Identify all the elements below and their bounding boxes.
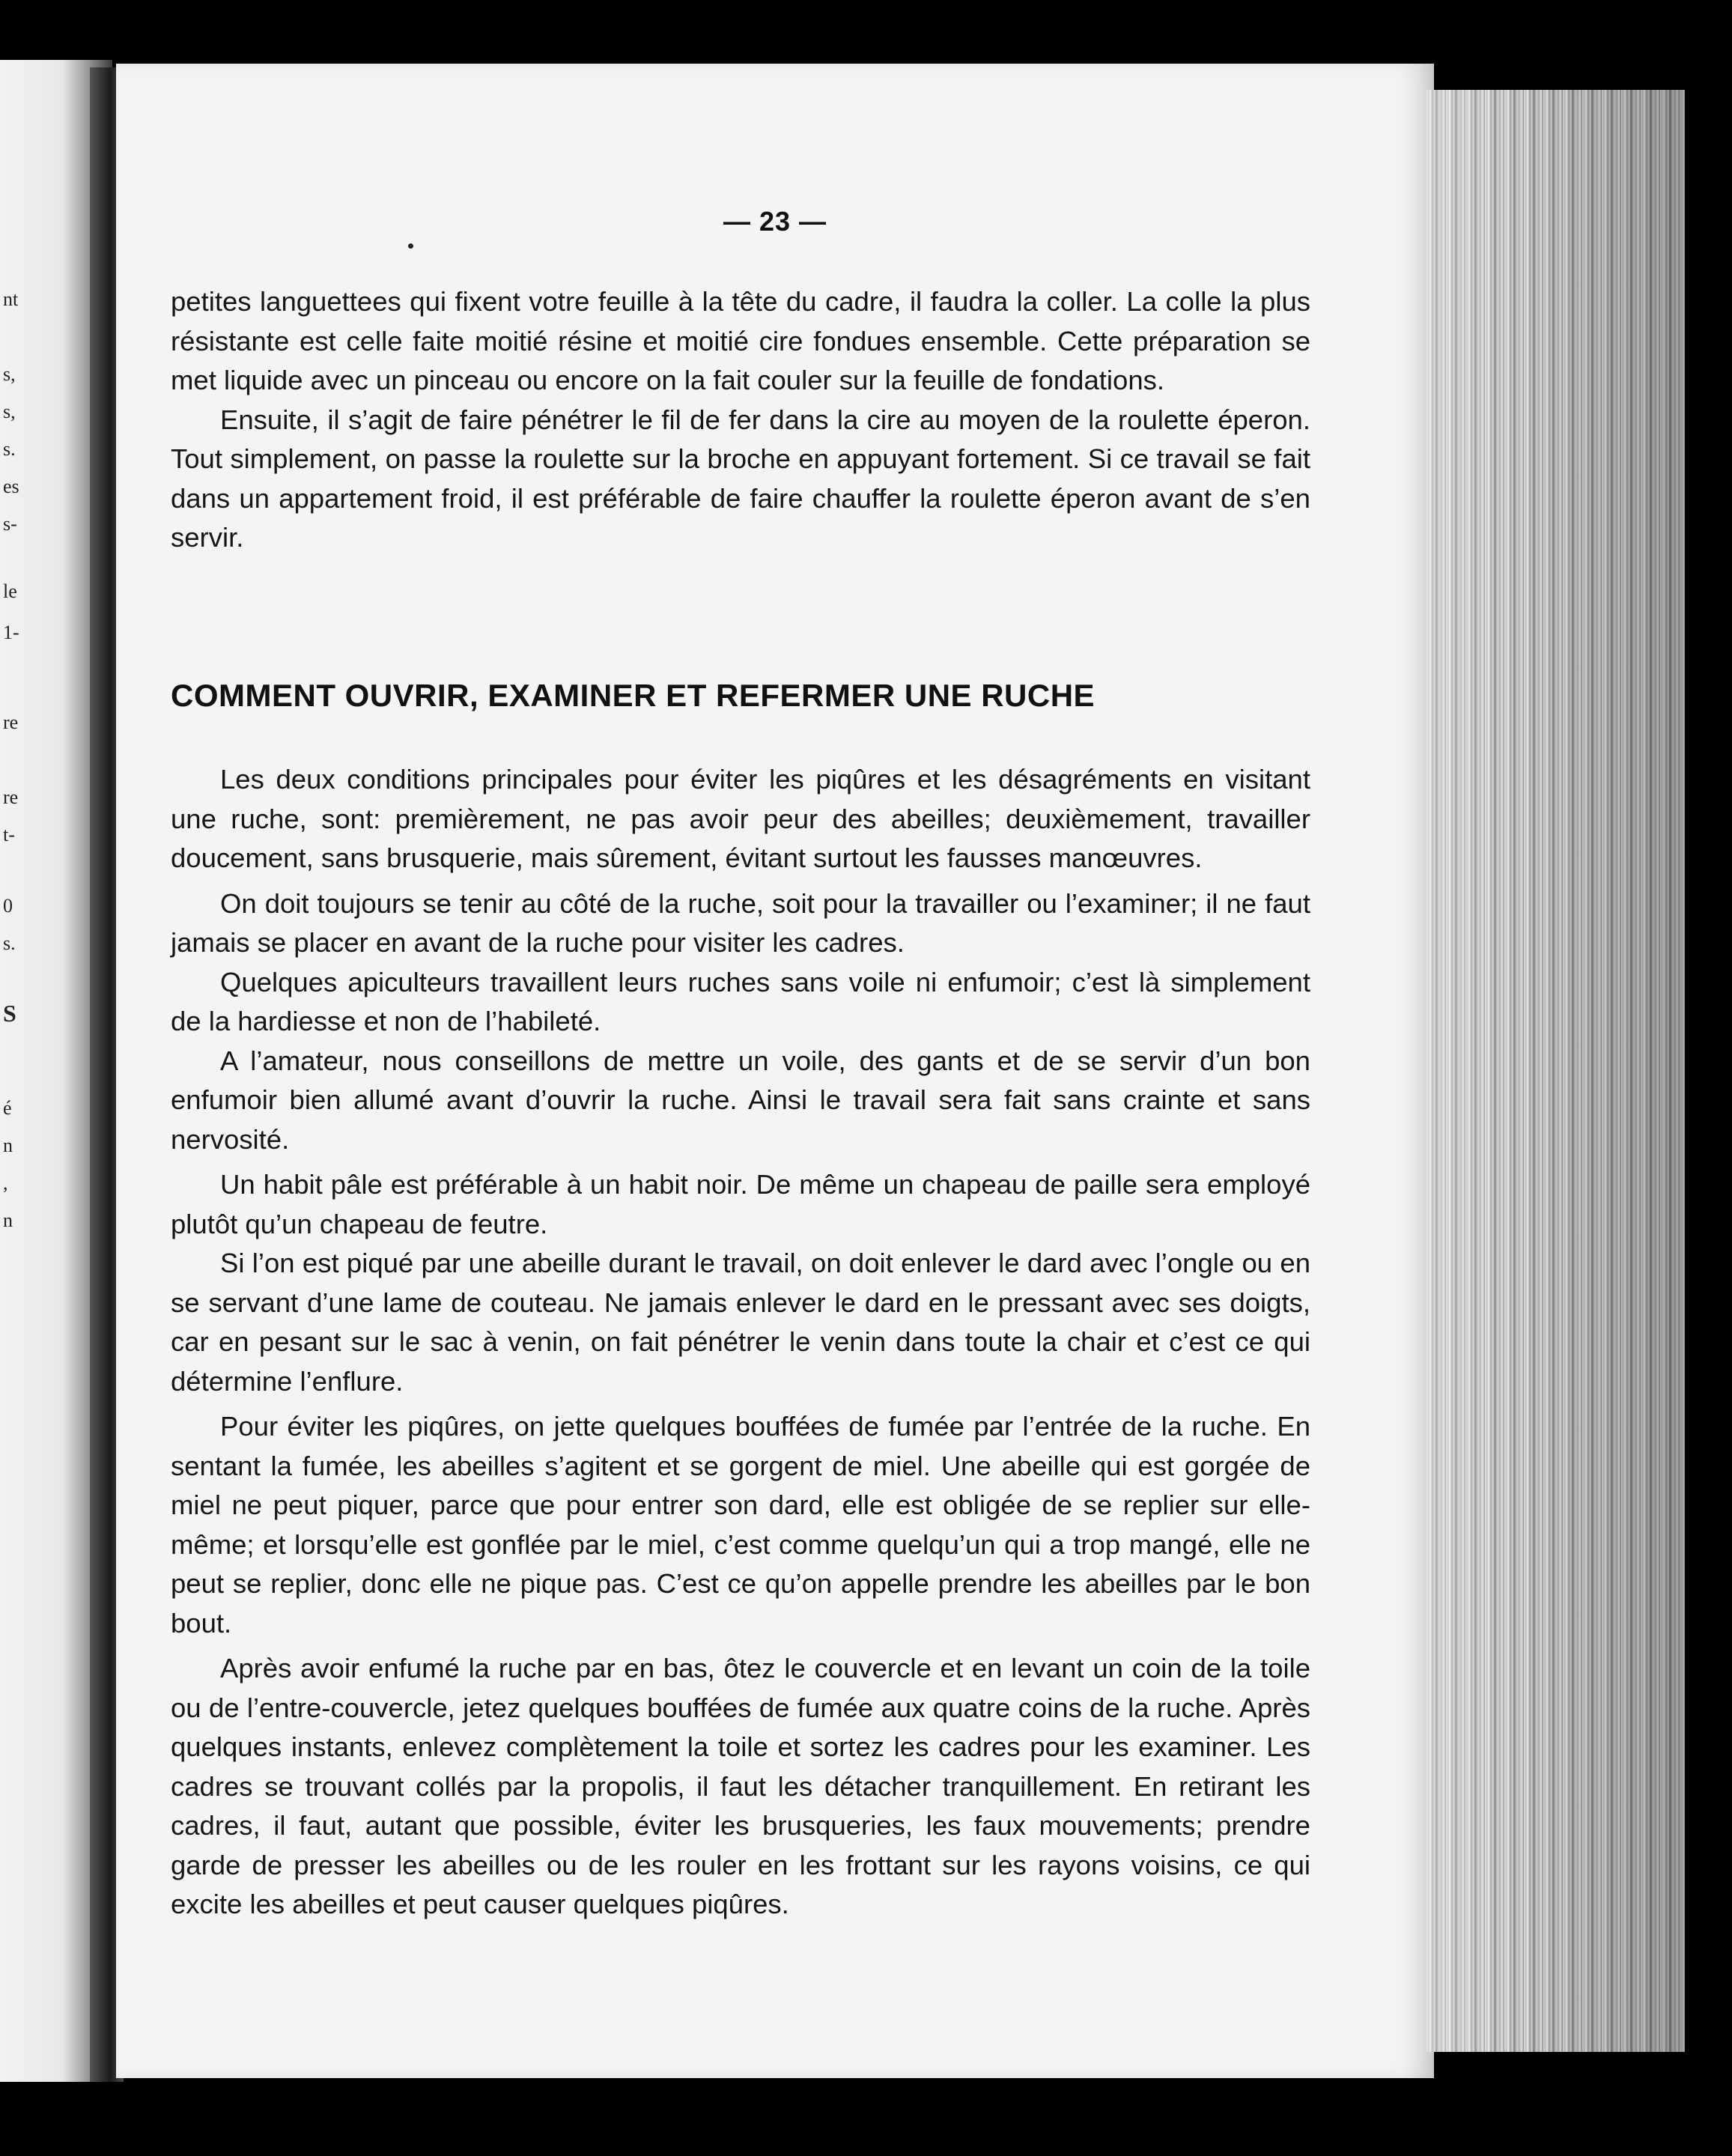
paragraph: Pour éviter les piqûres, on jette quelques bouffées de fumée par l’entrée de la ruche. En sentant la fumée, les abeilles s’agitent et se gorgent de miel. Une abeille qui est gorgée de miel ne peut piquer, parce que pour entrer son dard, elle est obligée de se replier sur elle-même; et lorsqu’elle est gonflée par le miel, c’est comme quelqu’un qui a trop mangé, elle ne peut se replier, donc elle ne pique pas. C’est ce qu’on appelle prendre les abeilles par le bon bout. [171, 1411, 1310, 1639]
left-page-fragment: s. [3, 438, 16, 460]
paragraph: Un habit pâle est préférable à un habit noir. De même un chapeau de paille sera employé plutôt qu’un chapeau de feutre. [171, 1169, 1310, 1239]
left-page-fragment: , [3, 1172, 8, 1194]
left-page-fragment: é [3, 1097, 12, 1119]
paragraph: Si l’on est piqué par une abeille durant le travail, on doit enlever le dard avec l’ongle ou en se servant d’une lame de couteau. Ne jamais enlever le dard en le pressant avec ses doigts, car en pesant sur le sac à venin, on fait pénétrer le venin dans toute la chair et c’est ce qui détermine l’enflure. [171, 1248, 1310, 1397]
paragraph: Quelques apiculteurs travaillent leurs ruches sans voile ni enfumoir; c’est là simplement de la hardiesse et non de l’habileté. [171, 966, 1310, 1036]
paragraph: Les deux conditions principales pour éviter les piqûres et les désagréments en visitant une ruche, sont: premièrement, ne pas avoir peur des abeilles; deuxièmement, travailler doucement, sans brusquerie, mais sûrement, évitant surtout les fausses manœuvres. [171, 764, 1310, 873]
left-page-fragment: s- [3, 513, 17, 535]
left-page-fragment: s, [3, 401, 16, 422]
left-page-fragment: nt [3, 288, 19, 310]
left-page-fragment: n [3, 1209, 13, 1231]
left-page-fragment: le [3, 580, 17, 602]
paragraph: petites languettees qui fixent votre feuille à la tête du cadre, il faudra la coller. La colle la plus résistante est celle faite moitié résine et moitié cire fondues ensemble. Cette préparation se met liquide avec un pinceau ou encore on la fait couler sur la feuille de fondations. [171, 286, 1310, 395]
left-page-fragment: S [3, 1000, 16, 1027]
paragraph: On doit toujours se tenir au côté de la ruche, soit pour la travailler ou l’examiner; il ne faut jamais se placer en avant de la ruche pour visiter les cadres. [171, 887, 1310, 958]
page-number: — 23 — [723, 206, 827, 237]
section-body [171, 760, 1310, 1925]
left-page-fragment: 1- [3, 622, 19, 643]
left-page-fragment: re [3, 786, 19, 808]
left-page-fragment: 0 [3, 895, 13, 917]
left-page-fragment: t- [3, 824, 15, 845]
paragraph: Après avoir enfumé la ruche par en bas, ôtez le couvercle et en levant un coin de la toile ou de l’entre-couvercle, jetez quelques bouffées de fumée aux quatre coins de la ruche. Après quelques instants, enlevez complètement la toile et sortez les cadres pour les examiner. Les cadres se trouvant collés par la propolis, il faut les détacher tranquillement. En retirant les cadres, il faut, autant que possible, éviter les brusqueries, les faux mouvements; prendre garde de presser les abeilles ou de les rouler en les frottant sur les rayons voisins, ce qui excite les abeilles et peut causer quelques piqûres. [171, 1653, 1310, 1919]
left-page-fragment: es [3, 476, 19, 497]
page-edges-stack [1426, 90, 1685, 2052]
book-page [116, 64, 1434, 2078]
left-page-fragment: n [3, 1135, 13, 1156]
left-page-fragment: re [3, 711, 19, 733]
ink-dot [408, 243, 413, 249]
paragraph: A l’amateur, nous conseillons de mettre un voile, des gants et de se servir d’un bon enfumoir bien allumé avant d’ouvrir la ruche. Ainsi le travail sera fait sans crainte et sans nervosité. [171, 1045, 1310, 1155]
left-page-fragment: s, [3, 363, 16, 385]
section-heading: COMMENT OUVRIR, EXAMINER ET REFERMER UNE RUCHE [171, 678, 1096, 713]
left-page-fragment: s. [3, 932, 16, 954]
intro-text-block [171, 282, 1310, 558]
paragraph: Ensuite, il s’agit de faire pénétrer le fil de fer dans la cire au moyen de la roulette éperon. Tout simplement, on passe la roulette sur la broche en appuyant fortement. Si ce travail se fait dans un appartement froid, il est préférable de faire chauffer la roulette éperon avant de s’en servir. [171, 404, 1310, 553]
